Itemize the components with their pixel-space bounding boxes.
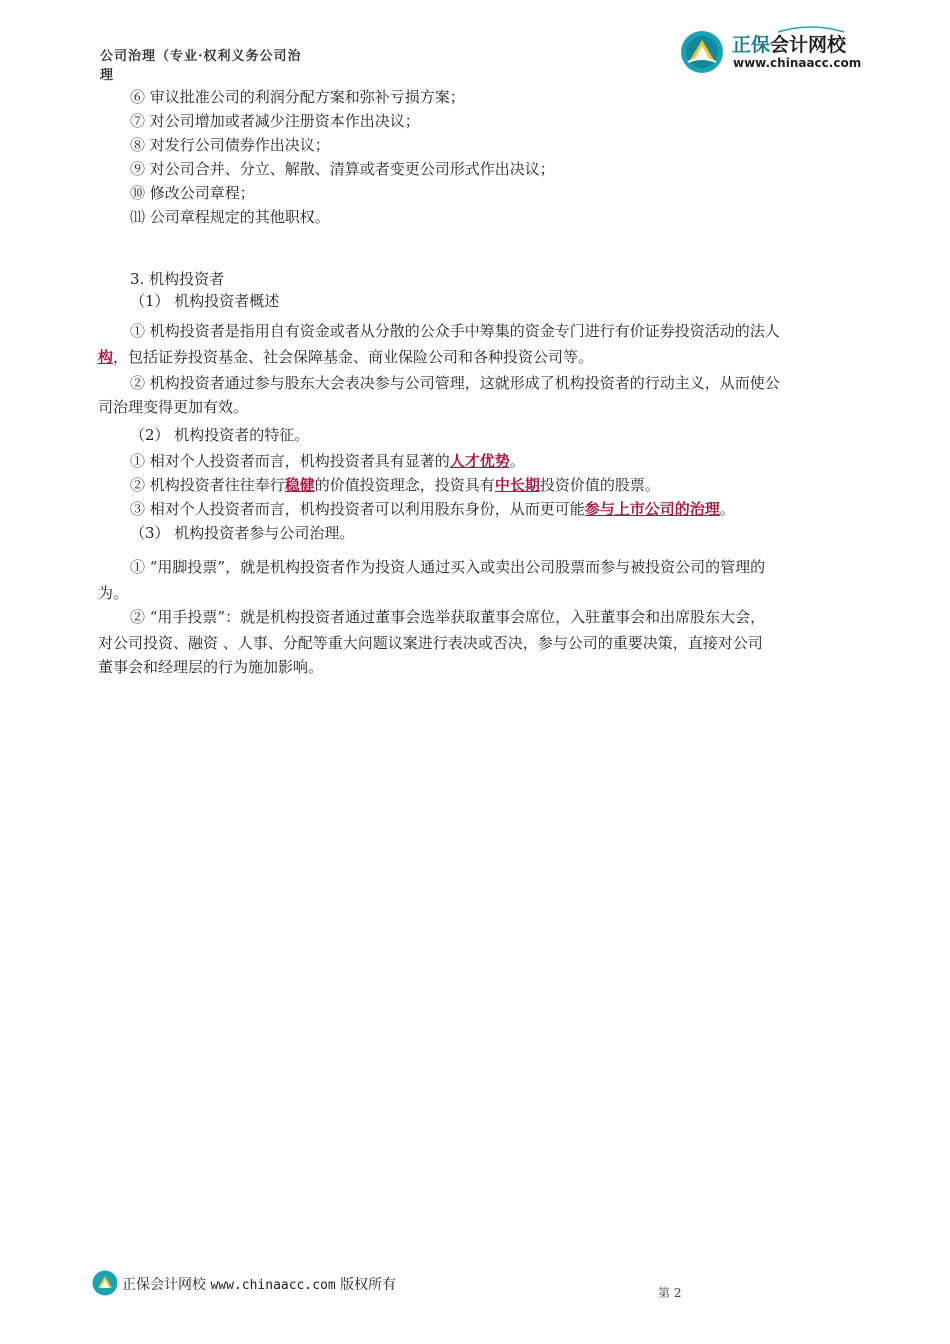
highlight-term: 人才优势 <box>449 452 510 470</box>
paragraph-line: 为。 <box>98 584 129 602</box>
logo-mark-icon <box>680 30 724 74</box>
list-item: ⑥ 审议批准公司的利润分配方案和弥补亏损方案； <box>130 88 465 106</box>
subheading-text: （3） 机构投资者参与公司治理。 <box>130 524 355 542</box>
subheading: （2） 机构投资者的特征。 <box>130 426 310 444</box>
footer-text <box>122 1274 396 1294</box>
highlight-term: 中长期 <box>494 476 540 494</box>
paragraph-line: 对公司投资、融资 、人事、分配等重大问题议案进行表决或否决，参与公司的重要决策，直接对公司 <box>98 634 763 652</box>
brand-logo <box>680 28 870 76</box>
section-heading: 3. 机构投资者 <box>130 270 225 288</box>
paragraph-line: ② 机构投资者通过参与股东大会表决参与公司管理，这就形成了机构投资者的行动主义，从而使公 <box>130 374 780 392</box>
paragraph-text: 董事会和经理层的行为施加影响。 <box>98 658 324 676</box>
clipped-line <box>130 320 852 340</box>
paragraph-line: ③ 相对个人投资者而言，机构投资者可以利用股东身份，从而更可能参与上市公司的治理。 <box>130 500 735 518</box>
clipped-line <box>98 656 398 676</box>
list-item: ⑩ 修改公司章程； <box>130 184 255 202</box>
clipped-line <box>130 556 852 576</box>
logo-url: www.chinaacc.com <box>733 56 862 70</box>
paragraph-line: 构，包括证券投资基金、社会保障基金、商业保险公司和各种投资公司等。 <box>98 348 594 366</box>
clipped-line <box>130 522 430 542</box>
paragraph-text: 司治理变得更加有效。 <box>98 398 249 416</box>
paragraph-line: ① 相对个人投资者而言，机构投资者具有显著的人才优势。 <box>130 452 525 470</box>
highlight-term: 参与上市公司的治理 <box>584 500 720 518</box>
list-item: ⑧ 对发行公司债券作出决议； <box>130 136 330 154</box>
list-item: ⑦ 对公司增加或者减少注册资本作出决议； <box>130 112 420 130</box>
footer-rights: 版权所有 <box>340 1277 397 1293</box>
paragraph-text: ① 机构投资者是指用自有资金或者从分散的公众手中筹集的资金专门进行有价证券投资活动的法人 <box>130 322 780 340</box>
list-item: ⑨ 对公司合并、分立、解散、清算或者变更公司形式作出决议； <box>130 160 555 178</box>
footer-brand: 正保会计网校 <box>122 1277 206 1293</box>
clipped-line <box>130 290 430 310</box>
highlight-term: 构 <box>98 348 114 366</box>
paragraph-line: ② 机构投资者往往奉行稳健的价值投资理念，投资具有中长期投资价值的股票。 <box>130 476 660 494</box>
clipped-line <box>98 396 398 416</box>
paragraph-text: ① “用脚投票”，就是机构投资者作为投资人通过买入或卖出公司股票而参与被投资公司的管理的 <box>130 558 766 576</box>
subheading-text: （1） 机构投资者概述 <box>130 292 280 310</box>
header-title-text: 公司治理（专业·权利义务公司治理 <box>100 49 302 83</box>
footer-url: www.chinaacc.com <box>210 1278 336 1293</box>
logo-brand-name: 正保会计网校 <box>732 34 847 56</box>
highlight-term: 稳健 <box>284 476 315 494</box>
header-title-fragment <box>100 49 310 83</box>
paragraph-line: ② “用手投票”：就是机构投资者通过董事会选举获取董事会席位，入驻董事会和出席股东大会， <box>130 608 766 626</box>
page-number-fragment <box>658 1286 692 1300</box>
list-item: ⑾ 公司章程规定的其他职权。 <box>130 208 330 226</box>
page-number-text: 第 2 <box>658 1286 682 1300</box>
footer-logo-icon <box>92 1270 118 1296</box>
